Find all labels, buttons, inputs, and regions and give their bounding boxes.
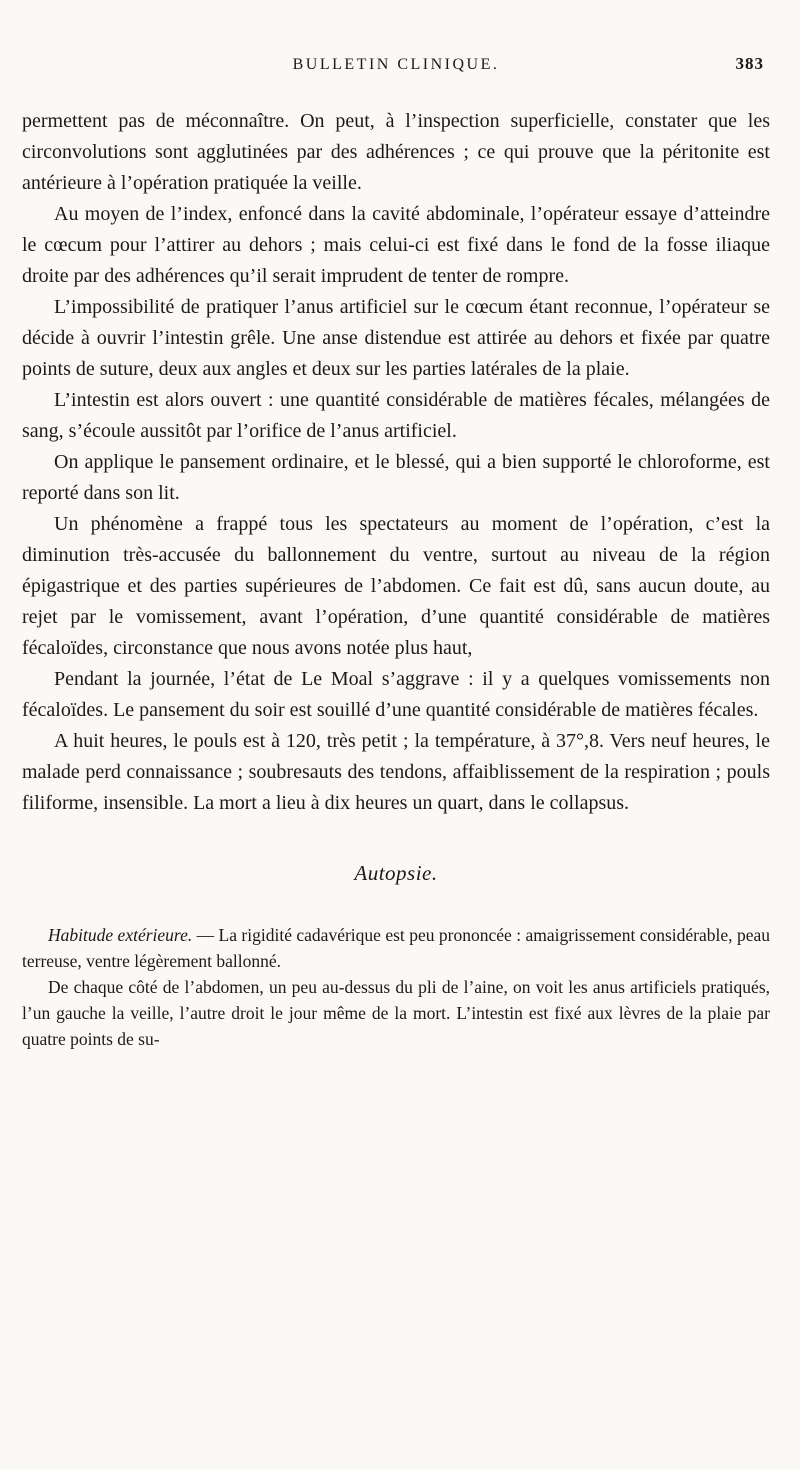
body-paragraph: A huit heures, le pouls est à 120, très petit ; la température, à 37°,8. Vers neuf heures, le malade perd connaissance ; soubresauts des tendons, affaiblissement de la respiration ; pouls filiforme, insensible. La mort a lieu à dix heures un quart, dans le collapsus.	[22, 730, 770, 814]
page-header	[22, 56, 770, 82]
body-paragraph: L’intestin est alors ouvert : une quantité considérable de matières fécales, mélangées de sang, s’écoule aussitôt par l’orifice de l’anus artificiel.	[22, 389, 770, 442]
running-title: BULLETIN CLINIQUE.	[292, 56, 500, 73]
small-paragraph	[22, 922, 770, 974]
paragraph-text: De chaque côté de l’abdomen, un peu au-dessus du pli de l’aine, on voit les anus artificiels pratiqués, l’un gauche la veille, l’autre droit le jour même de la mort. L’intestin est fixé aux lèvres de la plaie par quatre points de su-	[22, 977, 770, 1049]
main-text-block	[22, 106, 770, 819]
body-paragraph: Un phénomène a frappé tous les spectateurs au moment de l’opération, c’est la diminution très-accusée du ballonnement du ventre, surtout au niveau de la région épigastrique et des parties supérieures de l’abdomen. Ce fait est dû, sans aucun doute, au rejet par le vomissement, avant l’opération, d’une quantité considérable de matières fécaloïdes, circonstance que nous avons notée plus haut,	[22, 513, 770, 659]
body-paragraph: Pendant la journée, l’état de Le Moal s’aggrave : il y a quelques vomissements non fécaloïdes. Le pansement du soir est souillé d’une quantité considérable de matières fécales.	[22, 668, 770, 721]
paragraph-lead-italic: Habitude extérieure.	[48, 925, 193, 945]
paragraph-text: — La rigidité cadavérique est peu prononcée : amaigrissement considérable, peau terreuse, ventre légèrement ballonné.	[22, 925, 770, 971]
body-paragraph: On applique le pansement ordinaire, et le blessé, qui a bien supporté le chloroforme, est reporté dans son lit.	[22, 451, 770, 504]
body-paragraph: permettent pas de méconnaître. On peut, à l’inspection superficielle, constater que les circonvolutions sont agglutinées par des adhérences ; ce qui prouve que la péritonite est antérieure à l’opération pratiquée la veille.	[22, 110, 770, 194]
page-number: 383	[735, 54, 764, 73]
small-paragraph	[22, 974, 770, 1052]
body-paragraph: L’impossibilité de pratiquer l’anus artificiel sur le cœcum étant reconnue, l’opérateur se décide à ouvrir l’intestin grêle. Une anse distendue est attirée au dehors et fixée par quatre points de suture, deux aux angles et deux sur les parties latérales de la plaie.	[22, 296, 770, 380]
autopsy-section	[22, 922, 770, 1052]
section-heading-autopsie: Autopsie.	[354, 861, 438, 885]
body-paragraph: Au moyen de l’index, enfoncé dans la cavité abdominale, l’opérateur essaye d’atteindre le cœcum pour l’attirer au dehors ; mais celui-ci est fixé dans le fond de la fosse iliaque droite par des adhérences qu’il serait imprudent de tenter de rompre.	[22, 203, 770, 287]
